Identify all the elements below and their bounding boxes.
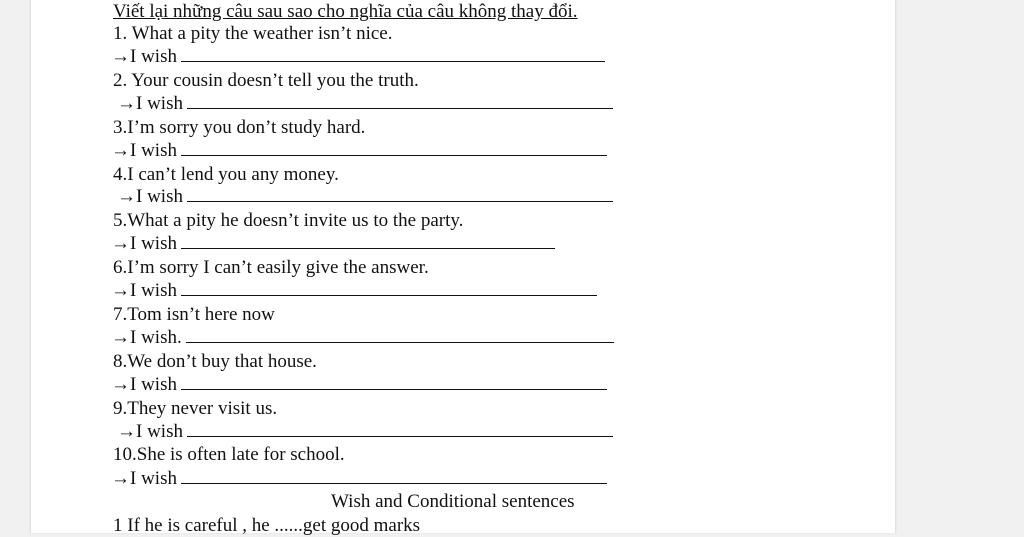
answer-prompt-8: →I wish (111, 374, 177, 395)
answer-line-5 (111, 232, 555, 255)
answer-prompt-9: →I wish (117, 421, 183, 442)
answer-prompt-4: →I wish (117, 186, 183, 207)
question-6: 6.I’m sorry I can’t easily give the answer. (113, 257, 429, 278)
question-7: 7.Tom isn’t here now (113, 304, 275, 325)
answer-blank-5[interactable] (181, 232, 555, 249)
answer-blank-7[interactable] (186, 326, 614, 343)
question-5: 5.What a pity he doesn’t invite us to the party. (113, 210, 464, 231)
answer-line-8 (111, 373, 607, 396)
answer-prompt-5: →I wish (111, 233, 177, 254)
question-2: 2. Your cousin doesn’t tell you the truth. (113, 70, 419, 91)
question-4: 4.I can’t lend you any money. (113, 164, 339, 185)
document-page (30, 0, 896, 536)
answer-line-9 (117, 420, 613, 443)
question-1: 1. What a pity the weather isn’t nice. (113, 23, 393, 44)
question-8: 8.We don’t buy that house. (113, 351, 317, 372)
answer-prompt-1: →I wish (111, 46, 177, 67)
answer-line-4 (117, 185, 613, 208)
answer-line-6 (111, 279, 597, 302)
question-3: 3.I’m sorry you don’t study hard. (113, 117, 366, 138)
answer-line-10 (111, 467, 607, 490)
answer-blank-3[interactable] (181, 139, 607, 156)
instruction-heading: Viết lại những câu sau sao cho nghĩa của câu không thay đổi. (113, 1, 578, 22)
answer-blank-2[interactable] (187, 92, 613, 109)
section-title: Wish and Conditional sentences (331, 491, 575, 512)
answer-prompt-3: →I wish (111, 140, 177, 161)
answer-line-3 (111, 139, 607, 162)
answer-prompt-6: →I wish (111, 280, 177, 301)
answer-prompt-10: →I wish (111, 468, 177, 489)
answer-line-1 (111, 45, 605, 68)
answer-line-7 (111, 326, 614, 349)
answer-blank-1[interactable] (181, 45, 605, 62)
answer-blank-10[interactable] (181, 467, 607, 484)
answer-prompt-2: →I wish (117, 93, 183, 114)
answer-blank-6[interactable] (181, 279, 597, 296)
answer-line-2 (117, 92, 613, 115)
answer-blank-9[interactable] (187, 420, 613, 437)
question-9: 9.They never visit us. (113, 398, 278, 419)
question-10: 10.She is often late for school. (113, 444, 345, 465)
answer-blank-4[interactable] (187, 185, 613, 202)
answer-blank-8[interactable] (181, 373, 607, 390)
conditional-question-1: 1 If he is careful , he ......get good marks (113, 515, 421, 536)
answer-prompt-7: →I wish. (111, 327, 182, 348)
